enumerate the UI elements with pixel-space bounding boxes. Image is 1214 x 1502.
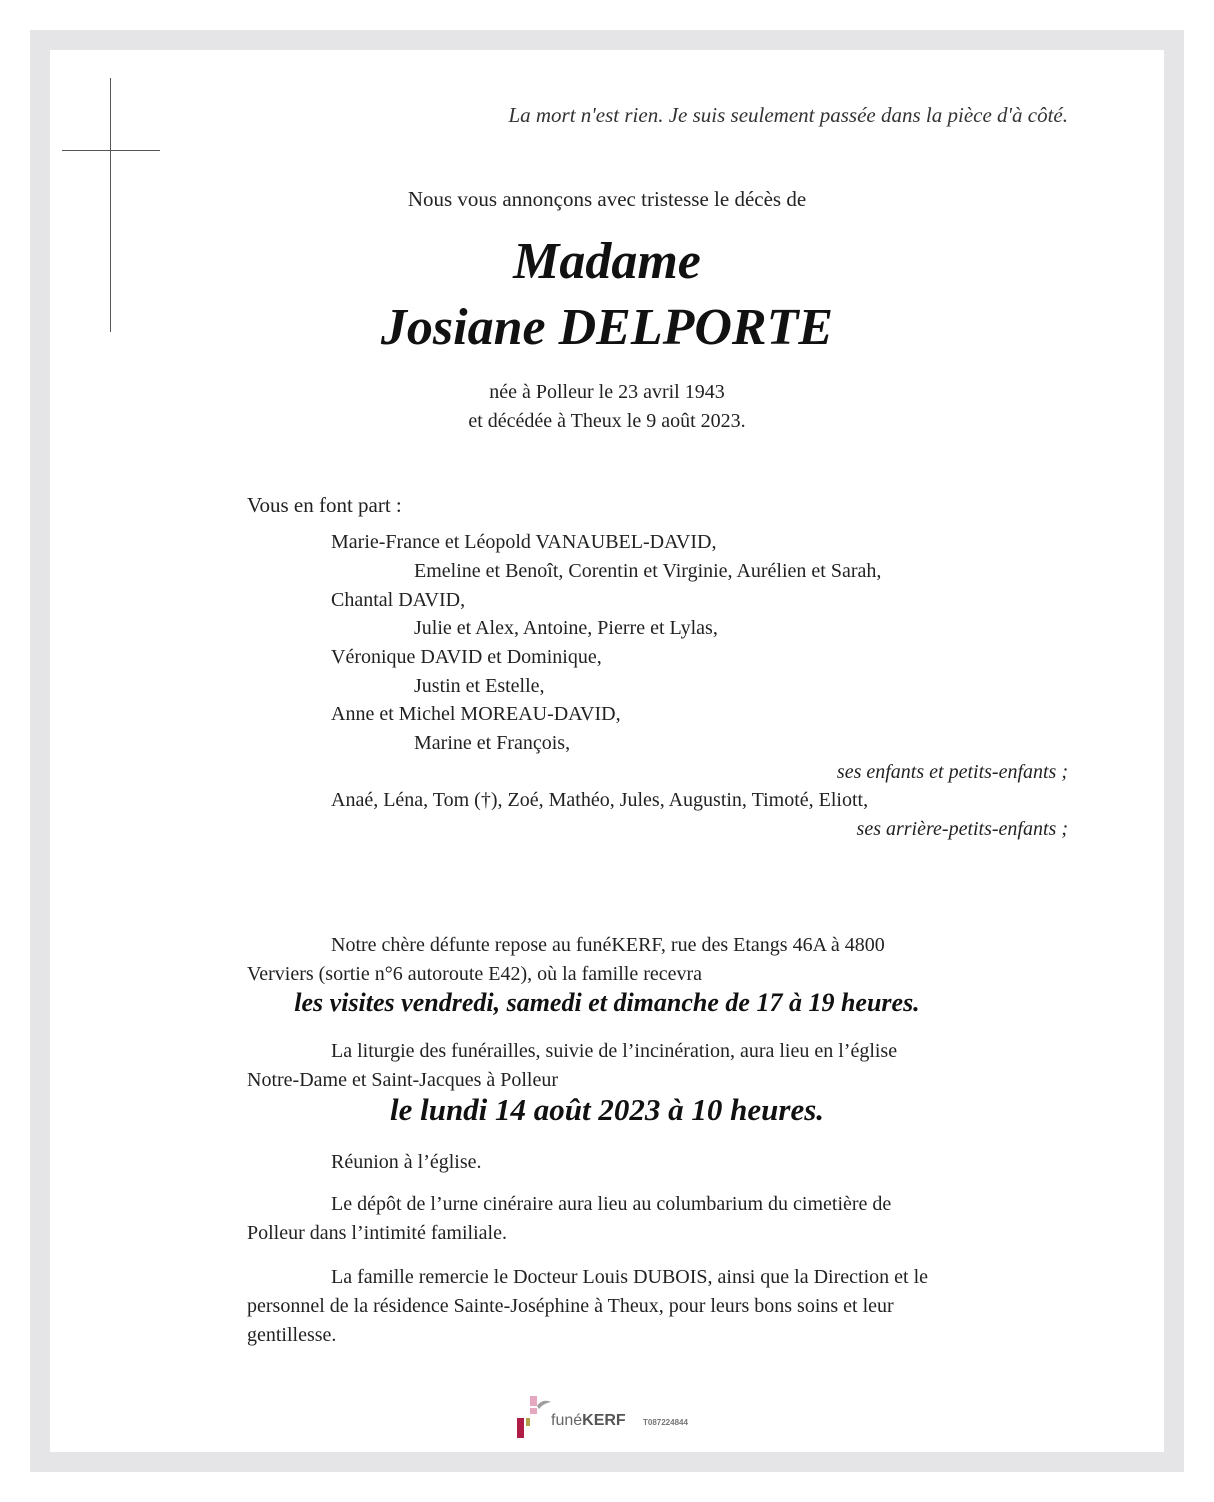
meeting-note: Réunion à l’église. xyxy=(331,1151,482,1173)
visits-hours: les visites vendredi, samedi et dimanche de 17 à 19 heures. xyxy=(294,988,920,1017)
liturgy-line-1: La liturgie des funérailles, suivie de l’incinération, aura lieu en l’église xyxy=(331,1040,898,1062)
family-grandchildren: Emeline et Benoît, Corentin et Virginie, Aurélien et Sarah, xyxy=(414,560,882,582)
thanks-line-2: personnel de la résidence Sainte-Joséphine à Theux, pour leurs bons soins et leur xyxy=(247,1295,894,1317)
family-child: Marie-France et Léopold VANAUBEL-DAVID, xyxy=(331,531,717,553)
family-grandchildren: Julie et Alex, Antoine, Pierre et Lylas, xyxy=(414,617,718,639)
urn-line-1: Le dépôt de l’urne cinéraire aura lieu au columbarium du cimetière de xyxy=(331,1193,892,1215)
urn-line-2: Polleur dans l’intimité familiale. xyxy=(247,1222,507,1244)
family-grandchildren: Justin et Estelle, xyxy=(414,675,545,697)
children-label: ses enfants et petits-enfants ; xyxy=(836,761,1068,783)
funekerf-logo xyxy=(515,1396,715,1440)
thanks-line-1: La famille remercie le Docteur Louis DUBOIS, ainsi que la Direction et le xyxy=(331,1266,929,1288)
great-grandchildren: Anaé, Léna, Tom (†), Zoé, Mathéo, Jules, Augustin, Timoté, Eliott, xyxy=(331,789,869,811)
deceased-title: Madame xyxy=(513,233,701,290)
thanks-paragraph xyxy=(247,1263,1068,1350)
family-grandchildren: Marine et François, xyxy=(414,732,571,754)
liturgy-line-2: Notre-Dame et Saint-Jacques à Polleur xyxy=(247,1069,559,1091)
rest-line-1: Notre chère défunte repose au funéKERF, rue des Etangs 46A à 4800 xyxy=(331,934,885,956)
rest-line-2: Verviers (sortie n°6 autoroute E42), où la famille recevra xyxy=(247,963,703,985)
family-child: Véronique DAVID et Dominique, xyxy=(331,646,602,668)
birth-line: née à Polleur le 23 avril 1943 xyxy=(489,381,725,403)
thanks-line-3: gentillesse. xyxy=(247,1324,337,1346)
epigraph-quote: La mort n'est rien. Je suis seulement passée dans la pièce d'à côté. xyxy=(508,103,1068,127)
rest-paragraph xyxy=(247,931,1068,989)
logo-code: T087224844 xyxy=(643,1418,688,1427)
great-grandchildren-label: ses arrière-petits-enfants ; xyxy=(856,818,1068,840)
life-dates xyxy=(0,378,1214,436)
urn-paragraph xyxy=(247,1190,1068,1248)
announcers-intro: Vous en font part : xyxy=(247,493,402,517)
logo-wordmark: funéKERF xyxy=(551,1412,626,1429)
death-line: et décédée à Theux le 9 août 2023. xyxy=(468,410,746,432)
announcement-intro: Nous vous annonçons avec tristesse le décès de xyxy=(407,187,807,211)
deceased-name: Josiane DELPORTE xyxy=(380,299,834,356)
cross-icon-horizontal xyxy=(62,150,160,151)
liturgy-paragraph xyxy=(247,1037,1068,1095)
family-child: Anne et Michel MOREAU-DAVID, xyxy=(331,703,621,725)
funeral-date: le lundi 14 août 2023 à 10 heures. xyxy=(389,1092,825,1127)
family-child: Chantal DAVID, xyxy=(331,589,466,611)
logo-mark-icon xyxy=(515,1396,555,1440)
